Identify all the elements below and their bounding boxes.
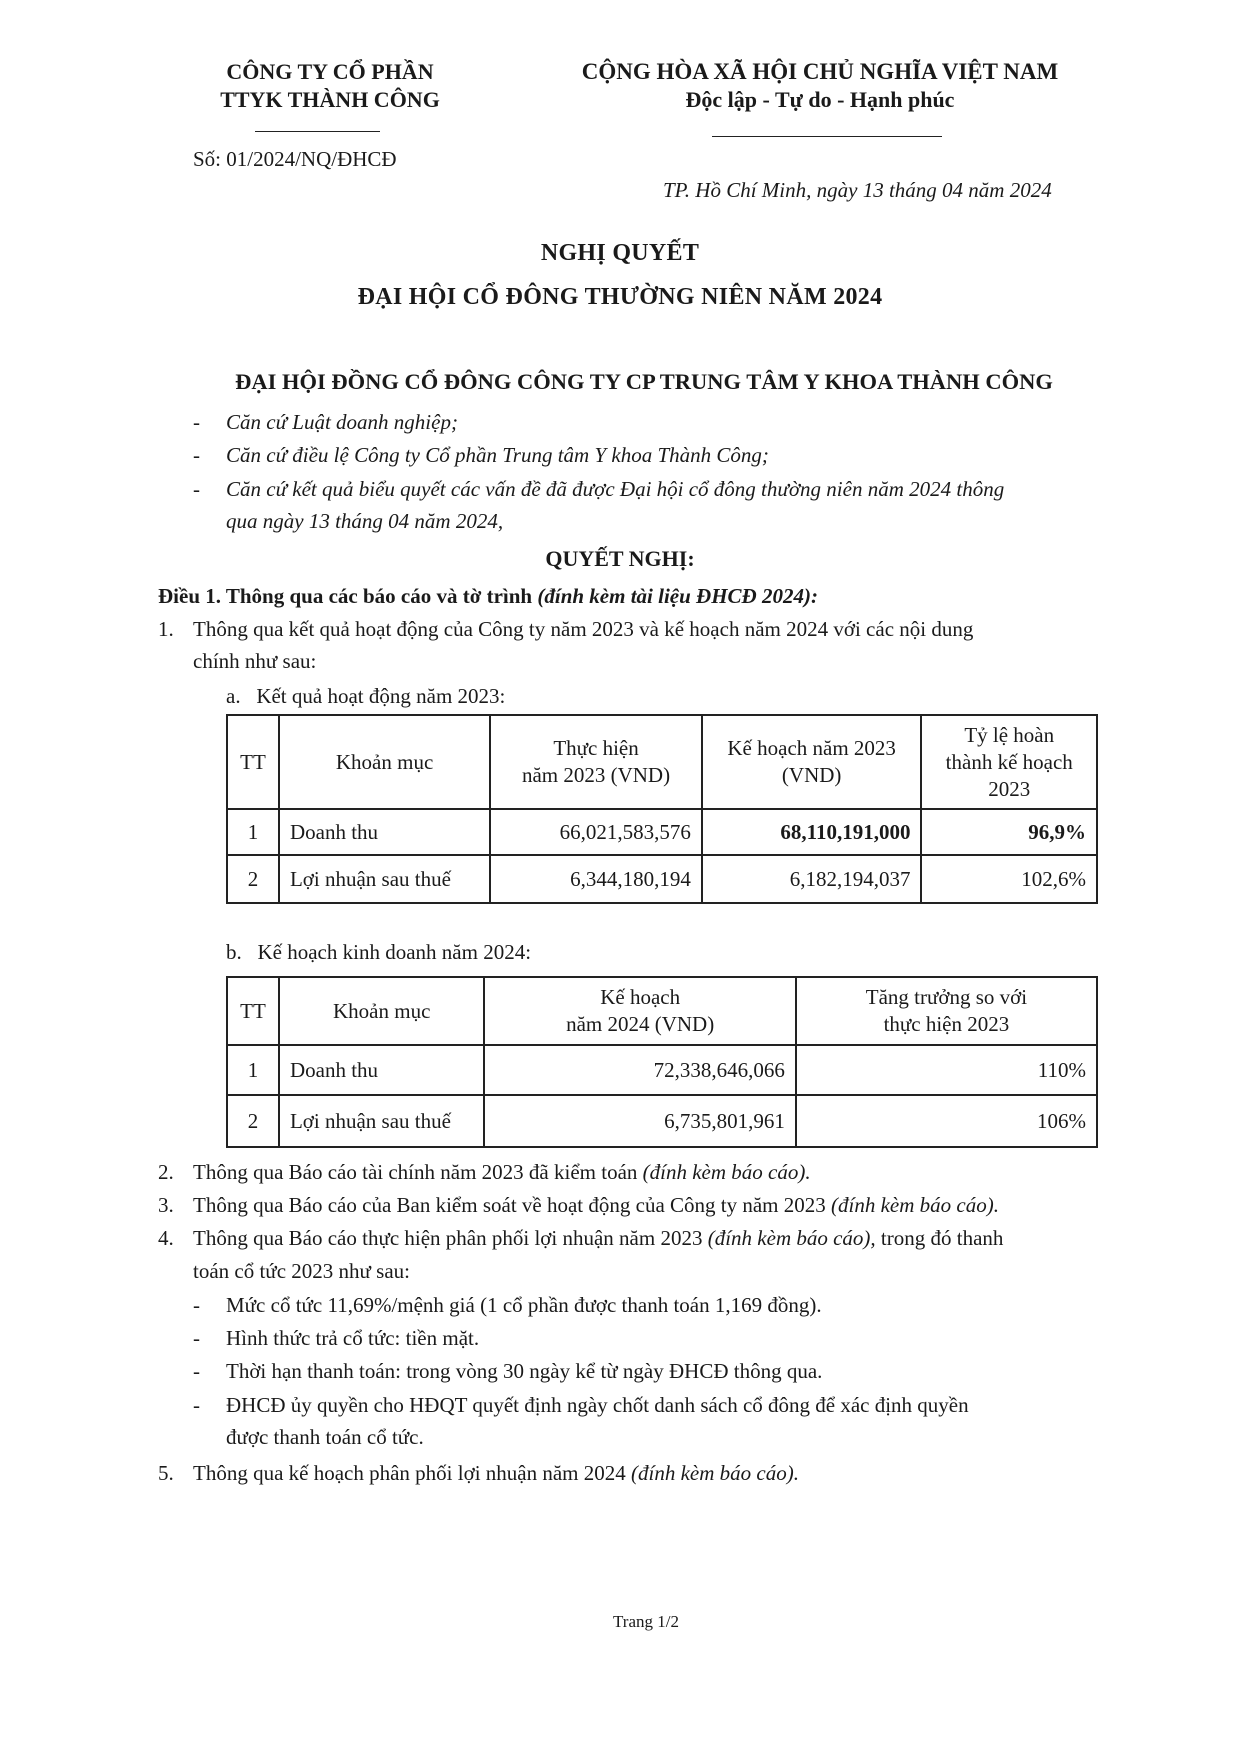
doc-title: NGHỊ QUYẾT [540,240,700,266]
col-growth-line-2: thực hiện 2023 [883,1012,1010,1036]
item-4-number: 4. [158,1226,174,1250]
cell-item: Lợi nhuận sau thuế [279,855,490,903]
cell-plan: 6,182,194,037 [702,855,922,903]
cell-actual: 66,021,583,576 [490,809,702,855]
article-1-heading [158,580,818,613]
cell-actual: 6,344,180,194 [490,855,702,903]
item-3 [193,1189,999,1222]
sub-a-heading: a. Kết quả hoạt động năm 2023: [226,684,506,708]
item-4-text: Thông qua Báo cáo thực hiện phân phối lợi nhuận năm 2023 [193,1226,708,1250]
base-3-cont: qua ngày 13 tháng 04 năm 2024, [226,509,504,533]
dividend-rate: Mức cổ tức 11,69%/mệnh giá (1 cổ phần được thanh toán 1,169 đồng). [226,1293,822,1317]
doc-subtitle: ĐẠI HỘI CỔ ĐÔNG THƯỜNG NIÊN NĂM 2024 [357,284,883,310]
table-header-row [227,715,1097,809]
cell-growth: 110% [796,1045,1097,1095]
company-line-2: TTYK THÀNH CÔNG [220,87,440,112]
table-row [227,809,1097,855]
cell-plan: 68,110,191,000 [702,809,922,855]
col-item: Khoản mục [279,977,485,1045]
col-tt: TT [227,715,279,809]
item-3-text: Thông qua Báo cáo của Ban kiểm soát về hoạt động của Công ty năm 2023 [193,1193,832,1217]
place-date: TP. Hồ Chí Minh, ngày 13 tháng 04 năm 2024 [663,178,1052,202]
article-1-note: (đính kèm tài liệu ĐHCĐ 2024): [537,584,818,608]
item-4 [193,1222,1003,1255]
col-tt: TT [227,977,279,1045]
item-4-tail: trong đó thanh [875,1226,1004,1250]
col-plan-2024 [484,977,795,1045]
dividend-authorization: ĐHCĐ ủy quyền cho HĐQT quyết định ngày chốt danh sách cổ đông để xác định quyền [226,1393,969,1417]
dividend-dash-1: - [193,1293,200,1317]
cell-tt: 2 [227,1095,279,1147]
col-plan [702,715,922,809]
table-header-row [227,977,1097,1045]
col-plan-line-2: (VND) [781,763,842,787]
company-line-1: CÔNG TY CỔ PHẦN [226,59,434,84]
dividend-dash-2: - [193,1326,200,1350]
cell-item: Doanh thu [279,809,490,855]
cell-item: Lợi nhuận sau thuế [279,1095,485,1147]
results-2023-table [226,714,1098,904]
col-actual-line-1: Thực hiện [553,736,639,760]
dividend-dash-4: - [193,1393,200,1417]
cell-tt: 2 [227,855,279,903]
article-1-title: Điều 1. Thông qua các báo cáo và tờ trình [158,584,538,608]
item-5-text: Thông qua kế hoạch phân phối lợi nhuận năm 2024 [193,1461,632,1485]
table-row [227,1045,1097,1095]
col-ratio-line-3: 2023 [988,776,1031,801]
national-header [560,58,1080,114]
assembly-heading: ĐẠI HỘI ĐỒNG CỔ ĐÔNG CÔNG TY CP TRUNG TÂM Y KHOA THÀNH CÔNG [235,369,1053,394]
item-4-note: (đính kèm báo cáo), [707,1226,876,1250]
table-row [227,1095,1097,1147]
item-1-number: 1. [158,617,174,641]
plan-2024-table [226,976,1098,1148]
item-2-note: (đính kèm báo cáo). [642,1160,811,1184]
page-number: Trang 1/2 [613,1612,679,1631]
base-2: Căn cứ điều lệ Công ty Cổ phần Trung tâm Y khoa Thành Công; [226,443,769,467]
document-number: Số: 01/2024/NQ/ĐHCĐ [193,147,397,171]
item-3-number: 3. [158,1193,174,1217]
item-4-line-2: toán cổ tức 2023 như sau: [193,1259,410,1283]
item-2 [193,1156,811,1189]
item-1-line-1: Thông qua kết quả hoạt động của Công ty năm 2023 và kế hoạch năm 2024 với các nội dung [193,617,974,641]
item-5-note: (đính kèm báo cáo). [631,1461,799,1485]
col-plan-2024-line-1: Kế hoạch [600,985,681,1009]
nation-line-1: CỘNG HÒA XÃ HỘI CHỦ NGHĨA VIỆT NAM [581,59,1059,84]
company-underline [255,131,380,132]
cell-plan-2024: 72,338,646,066 [484,1045,795,1095]
item-5 [193,1457,799,1490]
company-name [160,58,500,114]
nation-line-2: Độc lập - Tự do - Hạnh phúc [685,87,955,112]
cell-tt: 1 [227,1045,279,1095]
item-3-note: (đính kèm báo cáo). [831,1193,999,1217]
resolve-heading: QUYẾT NGHỊ: [545,546,695,571]
col-ratio [921,715,1097,809]
item-2-number: 2. [158,1160,174,1184]
cell-plan-2024: 6,735,801,961 [484,1095,795,1147]
item-5-number: 5. [158,1461,174,1485]
motto-underline [712,136,942,137]
cell-item: Doanh thu [279,1045,485,1095]
item-1-line-2: chính như sau: [193,649,317,673]
sub-b-heading: b. Kế hoạch kinh doanh năm 2024: [226,940,532,964]
col-actual-line-2: năm 2023 (VND) [521,763,671,787]
cell-ratio: 102,6% [921,855,1097,903]
base-dash-2: - [193,443,200,467]
col-ratio-line-2: thành kế hoạch [945,749,1073,774]
col-growth [796,977,1097,1045]
cell-ratio: 96,9% [921,809,1097,855]
cell-growth: 106% [796,1095,1097,1147]
item-2-text: Thông qua Báo cáo tài chính năm 2023 đã kiểm toán [193,1160,643,1184]
base-3: Căn cứ kết quả biểu quyết các vấn đề đã được Đại hội cổ đông thường niên năm 2024 thông [226,477,1005,501]
dividend-dash-3: - [193,1359,200,1383]
dividend-method: Hình thức trả cổ tức: tiền mặt. [226,1326,480,1350]
col-ratio-line-1: Tỷ lệ hoàn [964,722,1055,747]
col-growth-line-1: Tăng trưởng so với [865,985,1028,1009]
col-item: Khoản mục [279,715,490,809]
base-dash-3: - [193,477,200,501]
base-1: Căn cứ Luật doanh nghiệp; [226,410,458,434]
col-actual [490,715,702,809]
table-row [227,855,1097,903]
dividend-deadline: Thời hạn thanh toán: trong vòng 30 ngày kể từ ngày ĐHCĐ thông qua. [226,1359,823,1383]
col-plan-2024-line-2: năm 2024 (VND) [566,1012,715,1036]
base-dash-1: - [193,410,200,434]
col-plan-line-1: Kế hoạch năm 2023 [727,736,896,760]
cell-tt: 1 [227,809,279,855]
dividend-authorization-cont: được thanh toán cổ tức. [226,1425,424,1449]
